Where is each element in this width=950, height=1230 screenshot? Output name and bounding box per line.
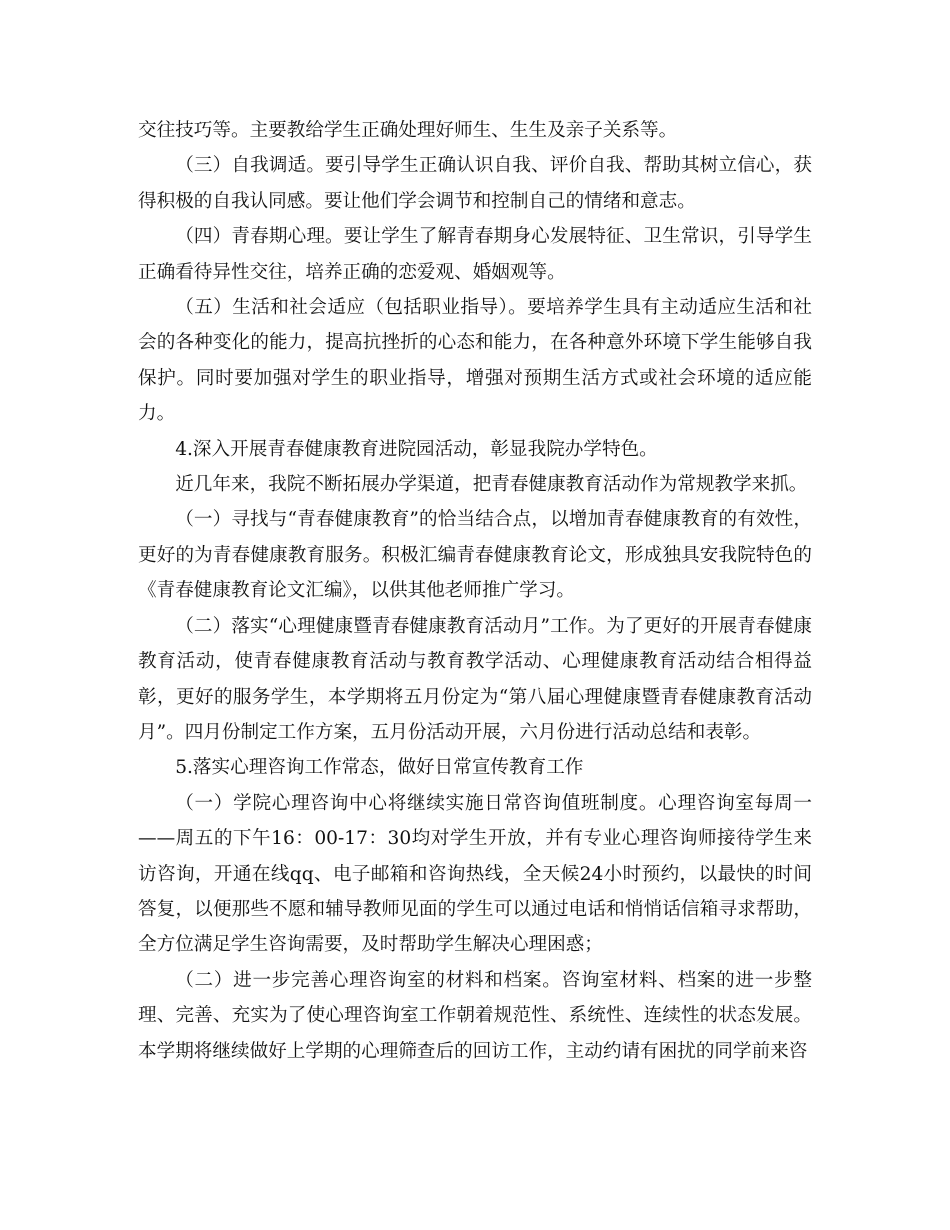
- document-body: [138, 113, 812, 1069]
- section-heading-4: 4.深入开展青春健康教育进院园活动，彰显我院办学特色。: [175, 438, 658, 460]
- paragraph-10: （一）学院心理咨询中心将继续实施日常咨询值班制度。心理咨询室每周一——周五的下午16：00-17：30均对学生开放，并有专业心理咨询师接待学生来访咨询，开通在线qq、电子邮箱和咨询热线，全天候24小时预约，以最快的时间答复，以便那些不愿和辅导教师见面的学生可以通过电话和悄悄话信箱寻求帮助，全方位满足学生咨询需要，及时帮助学生解决心理困惑；: [138, 792, 812, 956]
- paragraph-2: （三）自我调适。要引导学生正确认识自我、评价自我、帮助其树立信心，获得积极的自我认同感。要让他们学会调节和控制自己的情绪和意志。: [138, 155, 812, 212]
- section-heading-5: 5.落实心理咨询工作常态，做好日常宣传教育工作: [175, 757, 584, 779]
- paragraph-4: （五）生活和社会适应（包括职业指导）。要培养学生具有主动适应生活和社会的各种变化的能力，提高抗挫折的心态和能力，在各种意外环境下学生能够自我保护。同时要加强对学生的职业指导，增强对预期生活方式或社会环境的适应能力。: [138, 297, 812, 425]
- paragraph-6: 近几年来，我院不断拓展办学渠道，把青春健康教育活动作为常规教学来抓。: [175, 474, 808, 496]
- paragraph-11: （二）进一步完善心理咨询室的材料和档案。咨询室材料、档案的进一步整理、完善、充实为了使心理咨询室工作朝着规范性、系统性、连续性的状态发展。本学期将继续做好上学期的心理筛查后的回访工作，主动约请有困扰的同学前来咨: [138, 969, 812, 1062]
- paragraph-1: 交往技巧等。主要教给学生正确处理好师生、生生及亲子关系等。: [138, 120, 678, 141]
- paragraph-8: （二）落实“心理健康暨青春健康教育活动月”工作。为了更好的开展青春健康教育活动，使青春健康教育活动与教育教学活动、心理健康教育活动结合相得益彰，更好的服务学生，本学期将五月份定为“第八届心理健康暨青春健康教育活动月”。四月份制定工作方案，五月份活动开展，六月份进行活动总结和表彰。: [138, 615, 812, 743]
- paragraph-3: （四）青春期心理。要让学生了解青春期身心发展特征、卫生常识，引导学生正确看待异性交往，培养正确的恋爱观、婚姻观等。: [138, 226, 812, 283]
- paragraph-7: （一）寻找与“青春健康教育”的恰当结合点，以增加青春健康教育的有效性，更好的为青春健康教育服务。积极汇编青春健康教育论文，形成独具安我院特色的《青春健康教育论文汇编》，以供其他老师推广学习。: [138, 509, 812, 602]
